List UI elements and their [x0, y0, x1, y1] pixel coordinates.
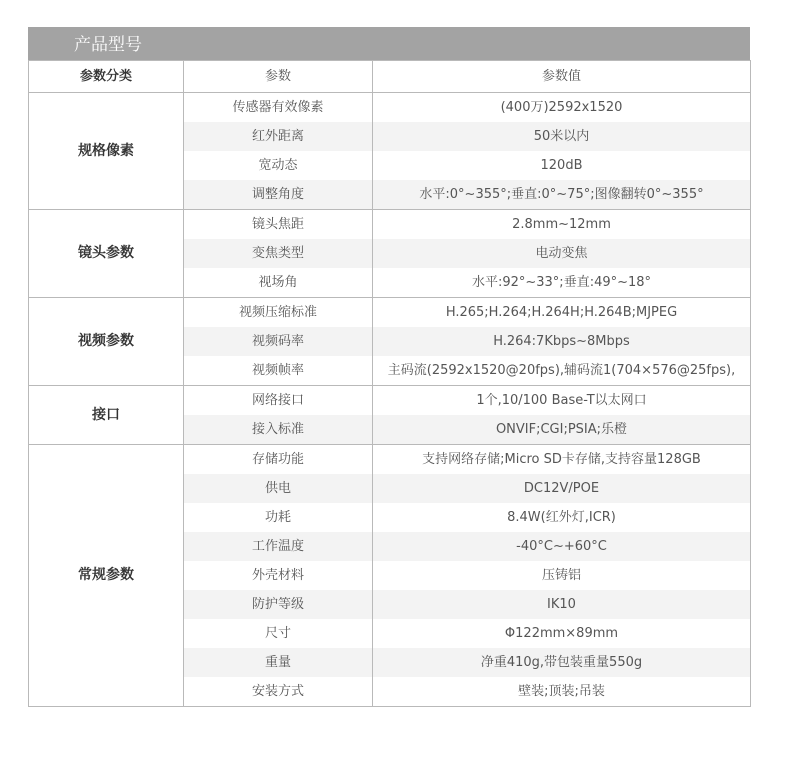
- value-cell: DC12V/POE: [373, 474, 751, 503]
- table-row: [29, 445, 751, 475]
- param-cell: 重量: [184, 648, 373, 677]
- param-cell: 尺寸: [184, 619, 373, 648]
- value-cell: H.265;H.264;H.264H;H.264B;MJPEG: [373, 298, 751, 328]
- param-cell: 供电: [184, 474, 373, 503]
- value-cell: 水平:92°~33°;垂直:49°~18°: [373, 268, 751, 298]
- value-cell: H.264:7Kbps~8Mbps: [373, 327, 751, 356]
- param-cell: 安装方式: [184, 677, 373, 707]
- table-row: [29, 386, 751, 416]
- table-row: [29, 298, 751, 328]
- table-row: [29, 93, 751, 123]
- value-cell: Φ122mm×89mm: [373, 619, 751, 648]
- value-cell: 120dB: [373, 151, 751, 180]
- value-cell: 水平:0°~355°;垂直:0°~75°;图像翻转0°~355°: [373, 180, 751, 210]
- value-cell: 压铸铝: [373, 561, 751, 590]
- param-cell: 传感器有效像素: [184, 93, 373, 123]
- header-param: 参数: [184, 61, 373, 93]
- category-cell: 视频参数: [29, 298, 184, 386]
- category-cell: 接口: [29, 386, 184, 445]
- param-cell: 工作温度: [184, 532, 373, 561]
- spec-table: [28, 60, 751, 707]
- param-cell: 视场角: [184, 268, 373, 298]
- param-cell: 宽动态: [184, 151, 373, 180]
- table-row: [29, 210, 751, 240]
- param-cell: 接入标准: [184, 415, 373, 445]
- param-cell: 视频压缩标准: [184, 298, 373, 328]
- value-cell: 8.4W(红外灯,ICR): [373, 503, 751, 532]
- param-cell: 红外距离: [184, 122, 373, 151]
- param-cell: 网络接口: [184, 386, 373, 416]
- category-cell: 常规参数: [29, 445, 184, 707]
- param-cell: 变焦类型: [184, 239, 373, 268]
- value-cell: (400万)2592x1520: [373, 93, 751, 123]
- product-model-title: 产品型号: [28, 27, 750, 60]
- param-cell: 视频码率: [184, 327, 373, 356]
- param-cell: 功耗: [184, 503, 373, 532]
- spec-table-container: [28, 27, 750, 707]
- spec-body: [29, 93, 751, 707]
- value-cell: 支持网络存储;Micro SD卡存储,支持容量128GB: [373, 445, 751, 475]
- header-value: 参数值: [373, 61, 751, 93]
- param-cell: 调整角度: [184, 180, 373, 210]
- value-cell: 主码流(2592x1520@20fps),辅码流1(704×576@25fps),: [373, 356, 751, 386]
- category-cell: 规格像素: [29, 93, 184, 210]
- value-cell: 净重410g,带包装重量550g: [373, 648, 751, 677]
- param-cell: 外壳材料: [184, 561, 373, 590]
- value-cell: 50米以内: [373, 122, 751, 151]
- value-cell: ONVIF;CGI;PSIA;乐橙: [373, 415, 751, 445]
- param-cell: 存储功能: [184, 445, 373, 475]
- value-cell: 电动变焦: [373, 239, 751, 268]
- param-cell: 镜头焦距: [184, 210, 373, 240]
- value-cell: IK10: [373, 590, 751, 619]
- value-cell: -40°C~+60°C: [373, 532, 751, 561]
- value-cell: 2.8mm~12mm: [373, 210, 751, 240]
- value-cell: 1个,10/100 Base-T以太网口: [373, 386, 751, 416]
- category-cell: 镜头参数: [29, 210, 184, 298]
- param-cell: 防护等级: [184, 590, 373, 619]
- header-row: [29, 61, 751, 93]
- header-category: 参数分类: [29, 61, 184, 93]
- value-cell: 壁装;顶装;吊装: [373, 677, 751, 707]
- param-cell: 视频帧率: [184, 356, 373, 386]
